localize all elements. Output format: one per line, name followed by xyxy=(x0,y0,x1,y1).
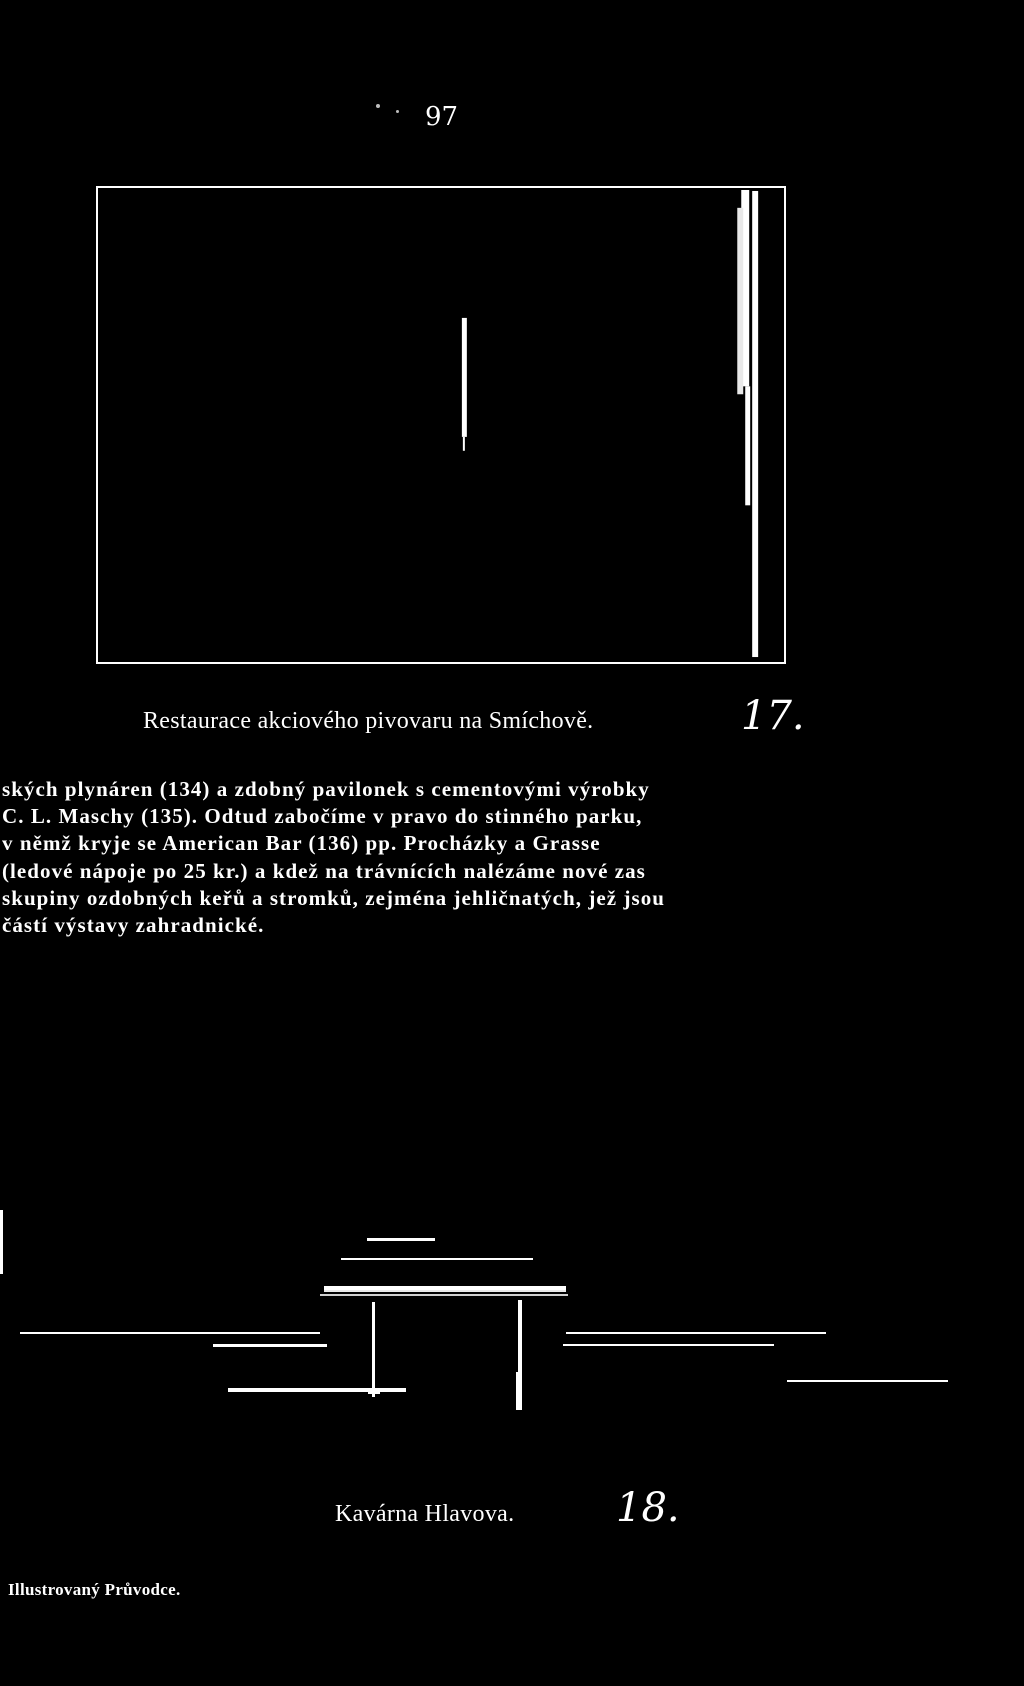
text-line: ských plynáren (134) a zdobný pavilonek s cementovými výrobky xyxy=(2,777,650,801)
page-number: 97 xyxy=(425,102,459,132)
figure-caption-restaurant: Restaurace akciového pivovaru na Smíchově. xyxy=(143,708,594,734)
photo-building-silhouette xyxy=(0,940,1024,1686)
speck-mark xyxy=(376,104,380,108)
text-line: skupiny ozdobných keřů a stromků, zejména jehličnatých, jež jsou xyxy=(2,885,666,910)
figure-caption-kavarna: Kavárna Hlavova. xyxy=(335,1501,515,1527)
text-line: C. L. Maschy (135). Odtud zabočíme v pravo do stinného parku, xyxy=(2,804,643,829)
handwritten-figure-number: 17. xyxy=(741,693,805,739)
footer-publication-title: Illustrovaný Průvodce. xyxy=(8,1580,181,1599)
photo-kavarna-hlavova xyxy=(0,940,1024,1686)
text-line: v němž kryje se American Bar (136) pp. Procházky a Grasse xyxy=(2,831,601,856)
text-line: (ledové nápoje po 25 kr.) a kdež na trávnících nalézáme nové zas xyxy=(2,858,646,883)
speck-mark xyxy=(396,110,399,113)
photo-restaurant-pivovar xyxy=(96,186,786,664)
handwritten-figure-number: 18. xyxy=(616,1485,680,1531)
text-line: částí výstavy zahradnické. xyxy=(2,913,265,938)
photo-silhouette xyxy=(98,188,784,662)
